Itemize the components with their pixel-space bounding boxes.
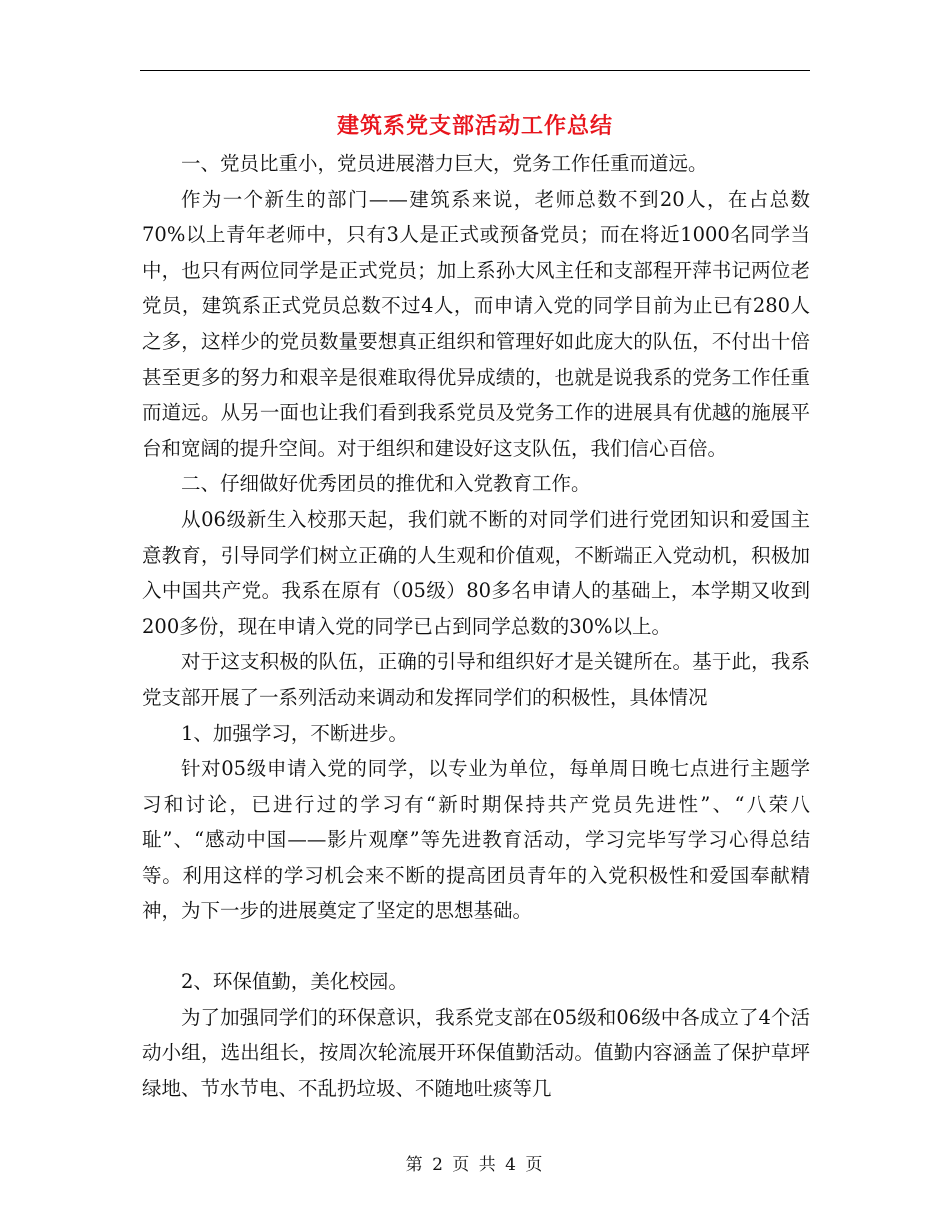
subsection-heading-1: 1、加强学习，不断进步。	[181, 721, 408, 745]
body-paragraph: 为了加强同学们的环保意识，我系党支部在05级和06级中各成立了4个活动小组，选出组长，按周次轮流展开环保值勤活动。值勤内容涵盖了保护草坪绿地、节水节电、不乱扔垃圾、不随地吐痰等几	[142, 1005, 810, 1100]
section-heading-1: 一、党员比重小，党员进展潜力巨大，党务工作任重而道远。	[181, 152, 708, 175]
body-paragraph: 作为一个新生的部门——建筑系来说，老师总数不到20人，在占总数70%以上青年老师中，只有3人是正式或预备党员；而在将近1000名同学当中，也只有两位同学是正式党员；加上系孙大风主任和支部程开萍书记两位老党员，建筑系正式党员总数不过4人，而申请入党的同学目前为止已有280人之多，这样少的党员数量要想真正组织和管理好如此庞大的队伍，不付出十倍甚至更多的努力和艰辛是很难取得优异成绩的，也就是说我系的党务工作任重而道远。从另一面也让我们看到我系党员及党务工作的进展具有优越的施展平台和宽阔的提升空间。对于组织和建设好这支队伍，我们信心百倍。	[142, 187, 810, 460]
header-rule	[140, 70, 810, 71]
body-paragraph: 从06级新生入校那天起，我们就不断的对同学们进行党团知识和爱国主意教育，引导同学们树立正确的人生观和价值观，不断端正入党动机，积极加入中国共产党。我系在原有（05级）80多名申请人的基础上，本学期又收到200多份，现在申请入党的同学已占到同学总数的30%以上。	[142, 507, 810, 638]
subsection-heading-2: 2、环保值勤，美化校园。	[181, 970, 408, 994]
document-body	[142, 146, 810, 1106]
body-paragraph: 对于这支积极的队伍，正确的引导和组织好才是关键所在。基于此，我系党支部开展了一系列活动来调动和发挥同学们的积极性，具体情况	[142, 650, 810, 709]
document-title: 建筑系党支部活动工作总结	[336, 113, 613, 139]
body-paragraph: 针对05级申请入党的同学，以专业为单位，每单周日晚七点进行主题学习和讨论，已进行过的学习有“新时期保持共产党员先进性”、“八荣八耻”、“感动中国——影片观摩”等先进教育活动，学习完毕写学习心得总结等。利用这样的学习机会来不断的提高团员青年的入党积极性和爱国奉献精神，为下一步的进展奠定了坚定的思想基础。	[142, 757, 810, 923]
page-number: 第 2 页 共 4 页	[405, 1155, 545, 1175]
section-heading-2: 二、仔细做好优秀团员的推优和入党教育工作。	[181, 472, 591, 496]
